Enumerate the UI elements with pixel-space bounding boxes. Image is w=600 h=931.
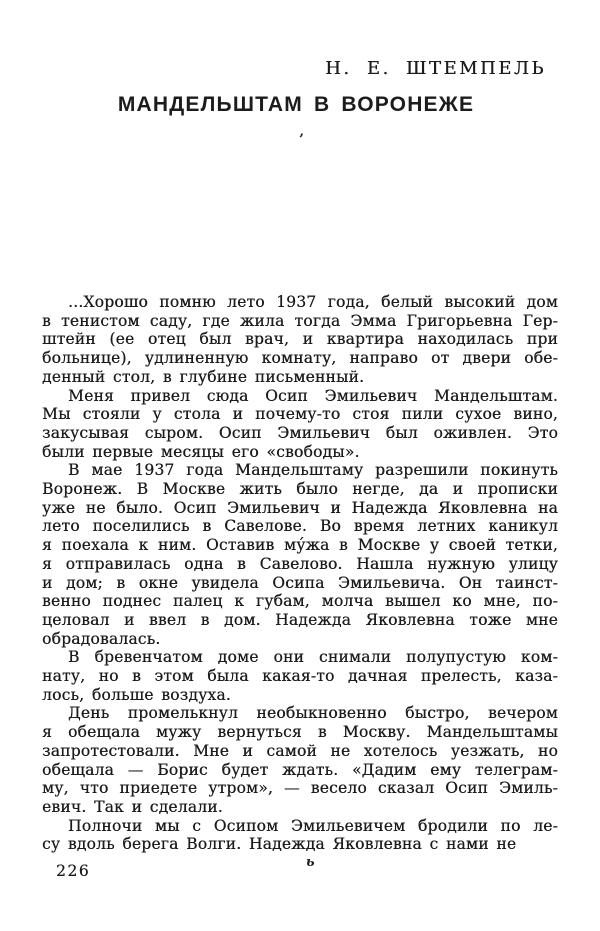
text-line: нату, но в этом была какая-то дачная прелесть, каза- <box>42 667 558 686</box>
text-line: Воронеж. В Москве жить было негде, да и прописки <box>42 480 558 499</box>
text-line: Меня привел сюда Осип Эмильевич Мандельштам. <box>68 386 558 405</box>
text-line: больнице), удлиненную комнату, направо от двери обе- <box>42 349 558 368</box>
ink-mark-below-text: ь <box>306 855 315 870</box>
page-number: 226 <box>56 862 91 880</box>
text-line: денный стол, в глубине письменный. <box>42 367 365 386</box>
text-line: лось, больше воздуха. <box>42 685 231 704</box>
author-byline: Н. Е. ШТЕМПЕЛЬ <box>325 58 546 79</box>
text-line: му, что приедете утром», — весело сказал Осип Эмиль- <box>42 779 558 798</box>
text-line: обрадовалась. <box>42 629 161 648</box>
body-text <box>42 293 558 854</box>
text-line: были первые месяцы его «свободы». <box>42 442 360 461</box>
text-line: и дом; в окне увидела Осипа Эмильевича. Он таинст- <box>42 573 558 592</box>
text-line: я поехала к ним. Оставив му́жа в Москве у своей тетки, <box>42 536 558 555</box>
text-line: обещала — Борис будет ждать. «Дадим ему телеграм- <box>42 760 558 779</box>
text-line: венно поднес палец к губам, молча вышел ко мне, по- <box>42 592 558 611</box>
text-line: я отправилась одна в Савелово. Нашла нужную улицу <box>42 554 558 573</box>
text-line: День промелькнул необыкновенно быстро, вечером <box>68 704 558 723</box>
text-line: Полночи мы с Осипом Эмильевичем бродили по ле- <box>68 816 558 835</box>
text-line: ...Хорошо помню лето 1937 года, белый высокий дом <box>68 293 558 311</box>
text-line: в тенистом саду, где жила тогда Эмма Григорьевна Гер- <box>42 311 558 330</box>
ink-mark-below-title: ’ <box>299 132 304 148</box>
text-line: штейн (ее отец был врач, и квартира находилась при <box>42 330 558 349</box>
text-line: лето поселились в Савелове. Во время летних каникул <box>42 517 558 536</box>
text-line: целовал и ввел в дом. Надежда Яковлевна тоже мне <box>42 610 558 629</box>
text-line: я обещала мужу вернуться в Москву. Мандельштамы <box>42 723 558 742</box>
text-line: су вдоль берега Волги. Надежда Яковлевна с нами не <box>42 835 517 854</box>
chapter-title: МАНДЕЛЬШТАМ В ВОРОНЕЖЕ <box>117 93 475 116</box>
text-line: закусывая сыром. Осип Эмильевич был оживлен. Это <box>42 423 558 442</box>
text-line: уже не было. Осип Эмильевич и Надежда Яковлевна на <box>42 498 558 517</box>
text-line: запротестовали. Мне и самой не хотелось уезжать, но <box>42 741 558 760</box>
text-line: Мы стояли у стола и почему-то стоя пили сухое вино, <box>42 405 558 424</box>
text-line: евич. Так и сделали. <box>42 797 223 816</box>
text-line: В мае 1937 года Мандельштаму разрешили покинуть <box>68 461 558 480</box>
text-line: В бревенчатом доме они снимали полупустую ком- <box>68 648 558 667</box>
